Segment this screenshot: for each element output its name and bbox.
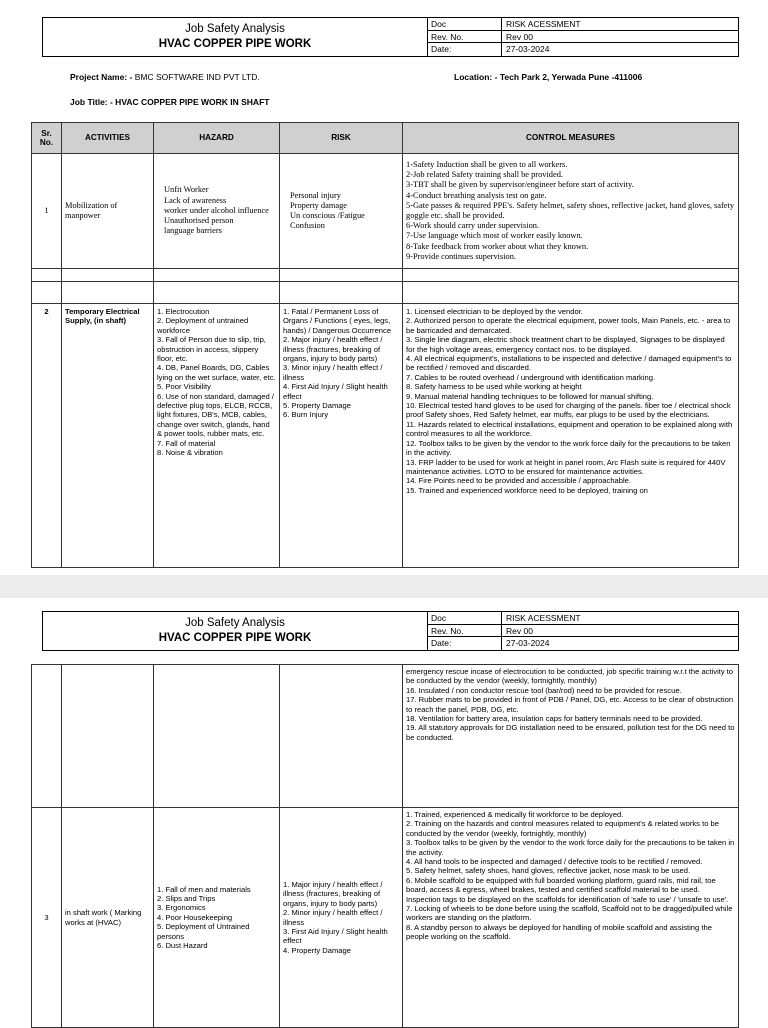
header-meta (427, 612, 738, 650)
header-title-line1: Job Safety Analysis (185, 23, 285, 35)
col-header-activities: ACTIVITIES (62, 123, 154, 154)
table-header-row (32, 123, 739, 154)
row2-controls-continued: emergency rescue incase of electrocution to be conducted, job specific training w.r.t the activity to be conducted by the vendor (weekly, fortnightly, monthly) 16. Insulated / non conductor rescue tool (bar/rod) need to be provided for rescue. 17. Rubber mats to be provided in front of PDB / Panel, DG, etc. Access to be clear of obstruction to reach the panel, PDB, DG, etc. 18. Ventilation for battery area, insulation caps for battery terminals need to be provided. 19. All statutory approvals for DG installation need to be ensured, pollution test for the DG need to be conducted. (403, 665, 739, 808)
meta-key: Doc (427, 18, 502, 30)
col-header-risk: RISK (280, 123, 403, 154)
col-header-hazard: HAZARD (154, 123, 280, 154)
row3-risks: 1. Major injury / health effect / illness (fractures, breaking of organs, injury to body parts) 2. Minor injury / health effect / illness 3. First Aid Injury / Slight health effect 4. Property Damage (280, 808, 403, 1028)
row1-hazards: Unfit Worker Lack of awareness worker under alcohol influence Unauthorised person language barriers (154, 154, 280, 269)
meta-value: RISK ACESSMENT (506, 613, 581, 623)
meta-key: Date: (427, 637, 502, 650)
project-location (454, 72, 642, 82)
table-row-empty (32, 269, 739, 282)
row2-risks: 1. Fatal / Permanent Loss of Organs / Functions ( eyes, legs, hands) / Dangerous Occurrence 2. Major injury / health effect / illness (fractures, breaking of organs, injury to body parts) 3. Minor injury / health effect / illness 4. First Aid Injury / Slight health effect 5. Property Damage 6. Burn Injury (280, 304, 403, 568)
table-row (32, 808, 739, 1028)
row2-hazards: 1. Electrocution 2. Deployment of untrained workforce 3. Fall of Person due to slip, trip, obstruction in access, slippery floor, etc. 4. DB, Panel Boards, DG, Cables lying on the wet surface, water, etc. 5. Poor Visibility 6. Use of non standard, damaged / defective plug tops, ELCB, RCCB, light fixtures, DB's, MCB, cables, change over switch, glands, hand & power tools, rubber mats, etc. 7. Fall of material 8. Noise & vibration (154, 304, 280, 568)
row3-sr: 3 (32, 808, 62, 1028)
job-title: Job Title: - HVAC COPPER PIPE WORK IN SHAFT (70, 97, 270, 107)
col-header-sr: Sr. No. (32, 123, 62, 154)
meta-row-rev (427, 31, 738, 44)
row2-sr: 2 (32, 304, 62, 568)
row3-controls: 1. Trained, experienced & medically fit workforce to be deployed. 2. Training on the hazards and control measures related to equipment's & related works to be conducted by the vendor (weekly, fortnightly, monthly) 3. Toolbox talks to be given by the vendor to the work force daily for the precautions to be taken in the activity. 4. All hand tools to be inspected and damaged / defective tools to be rectified / removed. 5. Safety helmet, safety shoes, hand gloves, reflective jacket, nose mask to be used. 6. Mobile scaffold to be equipped with full boarded working platform, guard rails, mid rail, toe board, access & egress, wheel brakes, tested and certified scaffold material to be used. Inspection tags to be displayed on the scaffolds for identification of 'safe to use' / 'unsafe to use'. 7. Locking of wheels to be done before using the scaffold, Scaffold not to be dragged/pulled while workers are standing on the platform. 8. A standby person to always be deployed for handling of mobile scaffold and assisting the people working on the scaffold. (403, 808, 739, 1028)
jsa-table (31, 122, 739, 568)
header-meta (427, 18, 738, 56)
meta-row-doc (427, 18, 738, 31)
meta-row-doc (427, 612, 738, 625)
table-row (32, 304, 739, 568)
document-page-2 (0, 598, 768, 1024)
header-title (43, 18, 428, 56)
jsa-table-continued (31, 664, 739, 1028)
document-header (42, 611, 739, 651)
document-header (42, 17, 739, 57)
meta-value: 27-03-2024 (506, 638, 550, 649)
header-title-line2: HVAC COPPER PIPE WORK (158, 632, 312, 644)
meta-row-date (427, 637, 738, 650)
meta-value: Rev 00 (506, 31, 533, 42)
project-location-value: Tech Park 2, Yerwada Pune -411006 (499, 72, 643, 82)
meta-row-date (427, 43, 738, 56)
meta-key: Rev. No. (427, 625, 502, 637)
row2-controls: 1. Licensed electrician to be deployed by the vendor. 2. Authorized person to operate the electrical equipment, power tools, Main Panels, etc. - area to be barricaded and demarcated. 3. Single line diagram, electric shock treatment chart to be displayed, Signages to be displayed for the high voltage areas, emergency contact nos. to be displayed. 4. All electrical equipment's, installations to be inspected and defective / damaged equipment's to be rectified / removed and discarded. 7. Cables to be routed overhead / underground with identification marking. 8. Safety harness to be used while working at height 9. Manual material handling techniques to be followed for manual shifting. 10. Electrical tested hand gloves to be used for charging of the panels. fiber toe / electrical shock proof Safety shoes, Red Safety helmet, ear muffs, ear plugs to be used by the electricians. 11. Hazards related to electrical installations, equipment and operation to be explained along with control measures to all the workforce. 12. Toolbox talks to be given by the vendor to the work force daily for the precautions to be taken in the activity. 13. FRP ladder to be used for work at height in panel room, Arc Flash suite is required for 440V maintenance activities. LOTO to be ensured for maintenance activities. 14. Fire Points need to be provided and accessible / approachable. 15. Trained and experienced workforce need to be deployed, training on (403, 304, 739, 568)
page-gap (0, 575, 768, 598)
row2-activity: Temporary Electrical Supply, (in shaft) (62, 304, 154, 568)
row1-sr: 1 (32, 154, 62, 269)
row1-activity: Mobilization of manpower (62, 154, 154, 269)
table-row-empty (32, 282, 739, 304)
row1-risks: Personal injury Property damage Un conscious /Fatigue Confusion (280, 154, 403, 269)
col-header-control-measures: CONTROL MEASURES (403, 123, 739, 154)
row3-hazards: 1. Fall of men and materials 2. Slips and Trips 3. Ergonomics 4. Poor Housekeeping 5. Deployment of Untrained persons 6. Dust Hazard (154, 808, 280, 1028)
project-name-label: Project Name: - (70, 72, 133, 82)
meta-value: Rev 00 (506, 625, 533, 636)
row3-activity: in shaft work ( Marking works at (HVAC) (62, 808, 154, 1028)
row1-controls: 1-Safety Induction shall be given to all workers. 2-Job related Safety training shall be provided. 3-TBT shall be given by supervisor/engineer before start of activity. 4-Conduct breathing analysis test on gate. 5-Gate passes & required PPE's. Safety helmet, safety shoes, reflective jacket, hand gloves, safety goggle etc. shall be provided. 6-Work should carry under supervision. 7-Use language which most of worker easily known. 8-Take feedback from worker about what they known. 9-Provide continues supervision. (403, 154, 739, 269)
header-title (43, 612, 428, 650)
meta-value: 27-03-2024 (506, 44, 550, 55)
project-name-value: BMC SOFTWARE IND PVT LTD. (134, 72, 260, 82)
meta-row-rev (427, 625, 738, 638)
header-title-line1: Job Safety Analysis (185, 617, 285, 629)
project-name (70, 72, 260, 82)
meta-key: Rev. No. (427, 31, 502, 43)
meta-value: RISK ACESSMENT (506, 19, 581, 29)
meta-key: Doc (427, 612, 502, 624)
header-title-line2: HVAC COPPER PIPE WORK (158, 38, 312, 50)
project-location-label: Location: - (454, 72, 498, 82)
meta-key: Date: (427, 43, 502, 56)
table-row (32, 154, 739, 269)
table-row (32, 665, 739, 808)
